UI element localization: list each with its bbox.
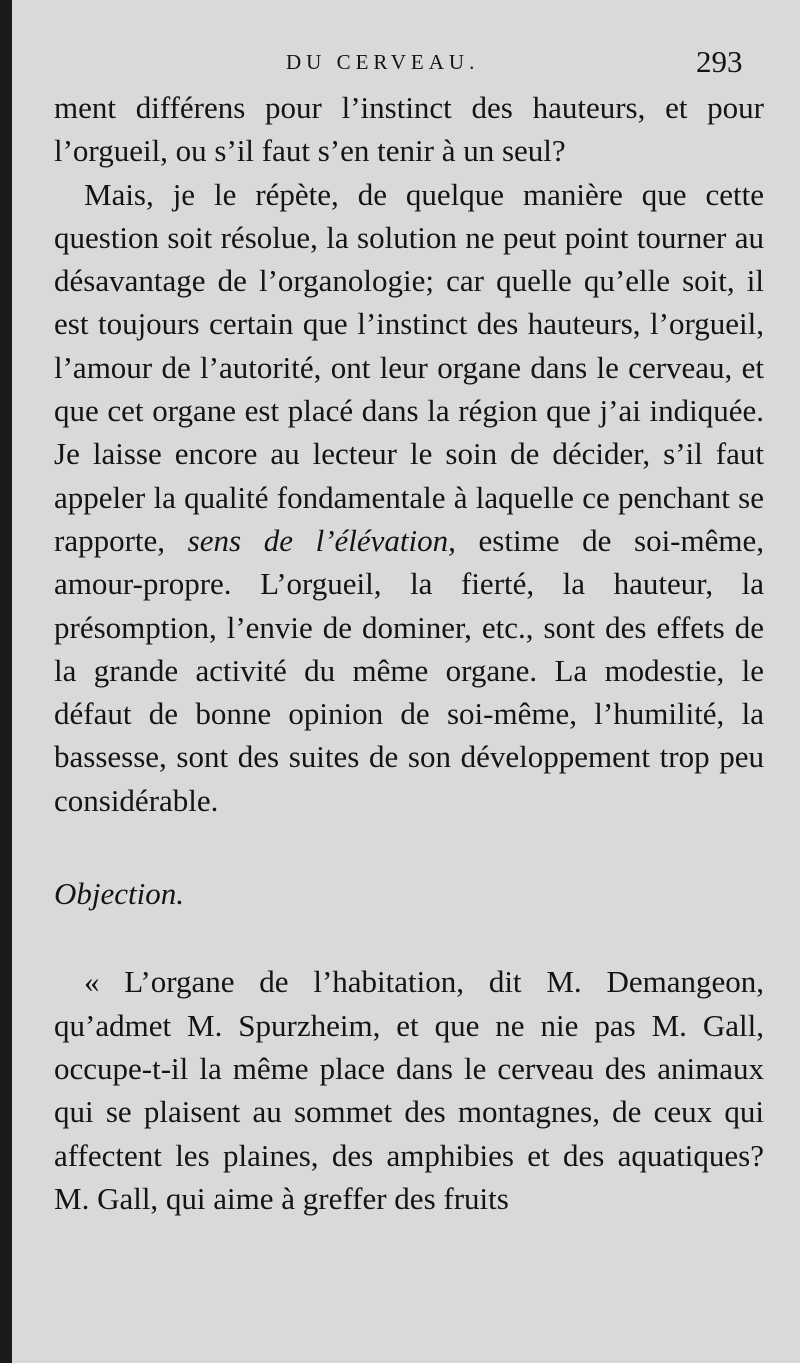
- body-text: [54, 86, 764, 1220]
- paragraph-2-italic: sens de l’élévation,: [187, 522, 456, 558]
- paragraph-1: ment différens pour l’instinct des hauteurs, et pour l’orgueil, ou s’il faut s’en tenir à un seul?: [54, 90, 764, 169]
- page-header: [12, 44, 800, 84]
- paragraph-2-part-a: Mais, je le répète, de quelque manière que cette question soit résolue, la solution ne peut point tourner au désavantage de l’organologie; car quelle qu’elle soit, il est toujours certain que l’instinct des hauteurs, l’orgueil, l’amour de l’autorité, ont leur organe dans le cerveau, et que cet organe est placé dans la région que j’ai indiquée. Je laisse encore au lecteur le soin de décider, s’il faut appeler la qualité fondamentale à laquelle ce penchant se rapporte,: [54, 176, 764, 558]
- book-page: [12, 0, 800, 1363]
- paragraph-2-part-b: estime de soi-même, amour-propre. L’orgueil, la fierté, la hauteur, la présomption, l’envie de dominer, etc., sont des effets de la grande activité du même organe. La modestie, le défaut de bonne opinion de soi-même, l’humilité, la bassesse, sont des suites de son développement trop peu considérable.: [54, 522, 764, 818]
- paragraph-2: [54, 173, 764, 822]
- page-number: 293: [696, 44, 743, 79]
- running-head: DU CERVEAU.: [286, 50, 480, 74]
- paragraph-3: « L’organe de l’habitation, dit M. Demangeon, qu’admet M. Spurzheim, et que ne nie pas M. Gall, occupe-t-il la même place dans le cerveau des animaux qui se plaisent au sommet des montagnes, de ceux qui affectent les plaines, des amphibies et des aquatiques? M. Gall, qui aime à greffer des fruits: [54, 964, 764, 1216]
- section-heading: Objection.: [54, 876, 184, 912]
